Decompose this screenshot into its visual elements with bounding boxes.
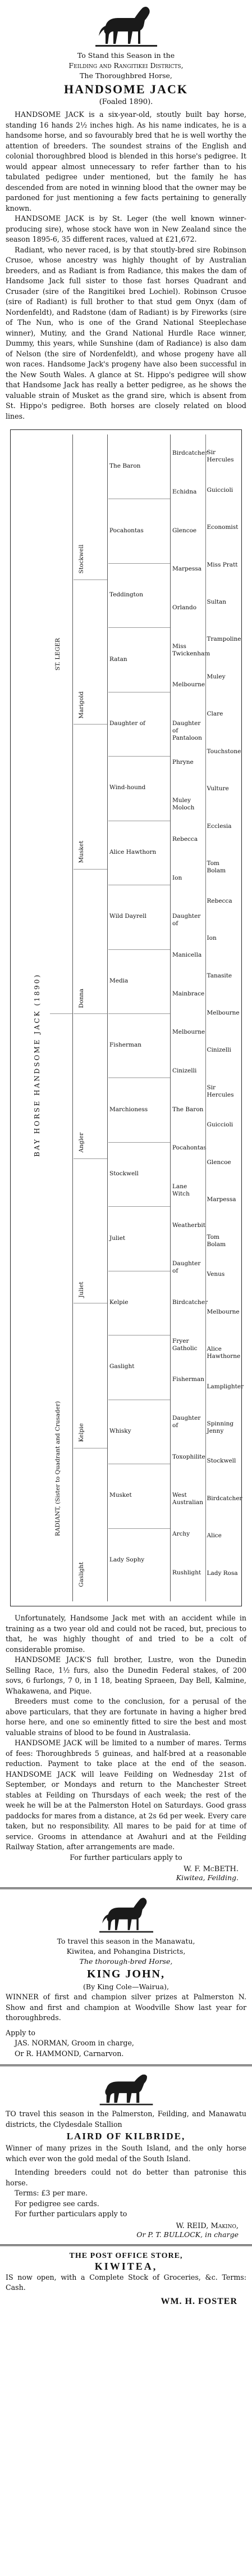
apply-line: Apply to: [6, 2028, 36, 2037]
pedigree-entry: Venus: [207, 1271, 225, 1278]
intro-line: Kiwitea, and Pohangina Districts,: [66, 1947, 186, 1955]
pedigree-entry: Musket: [109, 1492, 132, 1499]
pedigree-entry: Melbourne: [207, 1009, 240, 1016]
pedigree-entry: Weatherbit: [172, 1221, 205, 1229]
pedigree-col-1: [50, 434, 73, 1601]
horse-name-heading: HANDSOME JACK: [64, 82, 188, 96]
laird-line: Intending breeders could not do better than patronise this horse.: [6, 2168, 246, 2187]
pedigree-entry: Guiccioli: [207, 1121, 233, 1129]
body-paragraph: Radiant, who never raced, is by that stoutly-bred sire Robinson Crusoe, whose ancestry was highly thought of by Australian breeders, and as Radiant is from Radiance, this makes the dam of Handsome Jack full sister to those fast horses Quadrant and Crusader (sire of the Rangitikei bred Lochiel). Robinson Crusoe (sire of Radiant) is full brother to that stud gem Onyx (dam of Nordenfeldt), and Radstone (dam of Radiant) is by Fireworks (sire of The Nun, who is one of the Grand National Steeplechase winner), Mutiny, and the Grand National Hurdle Race winner, Dummy, this years, while Sunshine (dam of Radiance) is also dam of Nelson (the sire of Nordenfeldt), and whose progeny have all won races. Handsome Jack's progeny have also been successful in the New South Wales. A glance at St. Hippo's pedigree will show that Handsome Jack has really a better pedigree, as he shows the valuable strain of Musket as the grand sire, which is absent from St. Hippo's pedigree. Both horses are closely related on blood lines.: [6, 245, 246, 420]
column-divider: [0, 1887, 252, 1889]
pedigree-entry: Kelpie: [109, 1299, 129, 1306]
pedigree-entry: Toxophilite: [172, 1453, 205, 1460]
pedigree-rule: [74, 1013, 107, 1014]
pedigree-entry: Archy: [172, 1531, 190, 1537]
pedigree-entry: Media: [109, 977, 129, 984]
store-title: THE POST OFFICE STORE,: [69, 2251, 183, 2260]
pedigree-entry: Lady Sophy: [109, 1556, 145, 1563]
store-place: KIWITEA,: [94, 2260, 158, 2272]
pedigree-rule: [74, 869, 107, 870]
pedigree-entry: Miss Pratt: [207, 561, 238, 568]
store-text: IS now open, with a Complete Stock of Groceries, &c. Terms: Cash.: [6, 2272, 246, 2292]
pedigree-col-4b: [205, 434, 244, 1601]
pedigree-entry: Melbourne: [172, 681, 205, 689]
pedigree-entry: Melbourne: [172, 1029, 205, 1036]
column-divider: [0, 2244, 252, 2246]
pedigree-entry: Ion: [172, 874, 182, 881]
pedigree-entry: Fisherman: [172, 1376, 205, 1383]
horse-parentage: (By King Cole—Wairua),: [83, 1982, 169, 1991]
laird-line: Terms: £3 per mare.: [15, 2189, 88, 2197]
pedigree-entry: Guiccioli: [207, 486, 233, 494]
pedigree-rule: [108, 627, 170, 628]
horse-name-heading: LAIRD OF KILBRIDE,: [66, 2131, 186, 2142]
pedigree-rule: [108, 756, 170, 757]
pedigree-entry: Donna: [78, 988, 85, 1008]
pedigree-entry: Trampoline: [207, 636, 241, 643]
pedigree-entry: Gaslight: [78, 1561, 85, 1587]
laird-line: For pedigree see cards.: [15, 2199, 99, 2208]
pedigree-entry: Daughter of: [109, 720, 145, 727]
pedigree-entry: Pocahontas: [172, 1144, 207, 1152]
king-john-advert: [0, 1895, 252, 2059]
pedigree-entry: Sir Hercules: [207, 449, 234, 464]
pedigree-entry: Marpessa: [207, 1196, 236, 1203]
apply-line: JAS. NORMAN, Groom in charge,: [15, 2039, 134, 2047]
body-paragraph: Winner of many prizes in the South Island, and the only horse which ever won the gold medal of the South Island.: [6, 2144, 246, 2163]
pedigree-entry: Glencoe: [172, 527, 197, 534]
pedigree-sire-label: ST. LEGER: [54, 638, 61, 671]
advertiser-signature: Or P. T. BULLOCK, in charge: [136, 2230, 239, 2239]
pedigree-entry: Rebecca: [172, 836, 198, 843]
draught-horse-illustration-icon: [99, 2072, 153, 2107]
pedigree-entry: Daughter of: [172, 1260, 201, 1275]
apply-line: Or R. HAMMOND, Carnarvon.: [15, 2049, 124, 2058]
pedigree-col-4a: [171, 434, 210, 1601]
pedigree-entry: Touchstone: [207, 748, 241, 755]
pedigree-rule: [108, 1142, 170, 1143]
pedigree-entry: Kelpie: [78, 1423, 85, 1442]
pedigree-entry: Cinizelli: [172, 1067, 197, 1074]
post-office-advert: [0, 2252, 252, 2307]
body-paragraph: HANDSOME JACK'S full brother, Lustre, won the Dunedin Selling Race, 1½ furs, also the Dunedin Federal stakes, of 200 sovs, 6 furlongs, 7 0, in 1 18, beating Spraeen, Day Bell, Kalmine, Whakawena, and Pique.: [6, 1655, 246, 1695]
pedigree-entry: Melbourne: [207, 1308, 240, 1315]
horse-illustration-icon: [95, 3, 157, 48]
pedigree-entry: Birdcatcher: [172, 450, 208, 457]
pedigree-entry: Spinning Jenny: [207, 1420, 234, 1434]
intro-line: To Stand this Season in the: [77, 51, 175, 60]
pedigree-entry: Ion: [207, 935, 217, 942]
body-paragraph: HANDSOME JACK is by St. Leger (the well known winner-producing sire), whose stock have won in New Zealand since the season 1895-6, 35 different races, valued at £21,672.: [6, 214, 246, 243]
advertiser-signature: W. F. McBETH.: [184, 1865, 239, 1873]
body-paragraph: Unfortunately, Handsome Jack met with an accident while in training as a two year old and could not be raced, but, precious to that, he was highly thought of and tried to be a colt of considerable promise.: [6, 1614, 246, 1654]
intro-line: The Thoroughbred Horse,: [80, 71, 172, 80]
pedigree-entry: Tanasite: [207, 972, 232, 979]
pedigree-entry: Lamplighter: [207, 1383, 244, 1390]
pedigree-entry: Sir Hercules: [207, 1084, 234, 1098]
pedigree-entry: Fisherman: [109, 1042, 142, 1049]
body-paragraph: TO travel this season in the Palmerston, Feilding, and Manawatu districts, the Clydesdale Stallion: [6, 2109, 246, 2129]
pedigree-entry: Alice Hawthorne: [207, 1346, 241, 1360]
pedigree-entry: Stockwell: [78, 544, 85, 574]
pedigree-entry: Birdcatcher: [207, 1495, 242, 1502]
pedigree-entry: Pocahontas: [109, 527, 144, 534]
pedigree-entry: Angler: [78, 1132, 85, 1153]
pedigree-entry: Manicella: [172, 952, 202, 958]
pedigree-rule: [74, 724, 107, 725]
foaled-year: (Foaled 1890).: [99, 98, 153, 106]
advertiser-signature: W. REID, Makino,: [176, 2221, 239, 2230]
laird-line: For further particulars apply to: [15, 2210, 127, 2218]
intro-line: Feilding and Rangitikei Districts,: [68, 61, 184, 70]
pedigree-entry: Gaslight: [109, 1363, 135, 1370]
pedigree-entry: Echidna: [172, 488, 197, 495]
pedigree-entry: Clare: [207, 710, 223, 718]
laird-advert: [0, 2072, 252, 2239]
pedigree-entry: Marchioness: [109, 1106, 148, 1113]
pedigree-entry: Marigold: [78, 691, 85, 718]
pedigree-entry: Juliet: [78, 1281, 85, 1297]
pedigree-rule: [108, 1528, 170, 1529]
pedigree-rule: [108, 949, 170, 950]
intro-line: The thorough-bred Horse,: [79, 1957, 173, 1966]
pedigree-entry: Daughter of Pantaloon: [172, 720, 202, 741]
pedigree-entry: Alice: [207, 1532, 222, 1540]
pedigree-entry: Teddington: [109, 591, 143, 599]
pedigree-rule: [74, 1158, 107, 1159]
pedigree-entry: Lady Rosa: [207, 1569, 238, 1577]
pedigree-rule: [108, 563, 170, 564]
pedigree-entry: Vulture: [207, 785, 229, 793]
pedigree-entry: Orlando: [172, 604, 197, 611]
pedigree-entry: West Australian: [172, 1492, 203, 1506]
pedigree-entry: Rebecca: [207, 897, 232, 904]
further-particulars: For further particulars apply to: [70, 1853, 182, 1862]
horse-illustration-icon: [99, 1895, 153, 1934]
pedigree-entry: Wild Dayrell: [109, 913, 146, 920]
pedigree-columns: [50, 434, 244, 1601]
pedigree-entry: Stockwell: [109, 1170, 139, 1178]
handsome-jack-advert: [0, 3, 252, 1882]
pedigree-entry: Ratan: [109, 655, 127, 663]
pedigree-entry: Mainbrace: [172, 990, 205, 997]
advertiser-address: Kiwitea, Feilding.: [176, 1873, 239, 1882]
pedigree-entry: The Baron: [109, 463, 141, 470]
pedigree-entry: Sultan: [207, 599, 227, 606]
pedigree-entry: The Baron: [172, 1106, 204, 1113]
pedigree-col-2: [74, 434, 108, 1601]
pedigree-entry: Tom Bolam: [207, 1233, 226, 1248]
pedigree-entry: Muley: [207, 673, 226, 680]
pedigree-entry: Fryer Gatholic: [172, 1337, 198, 1352]
horse-name-heading: KING JOHN,: [87, 1968, 165, 1980]
pedigree-entry: Stockwell: [207, 1457, 236, 1465]
pedigree-entry: Lane Witch: [172, 1183, 190, 1197]
body-paragraph: WINNER of first and champion silver prizes at Palmerston N. Show and first and champion at Woodville Show last year for thoroughbreds.: [6, 1993, 246, 2022]
pedigree-entry: Birdcatcher: [172, 1299, 208, 1306]
pedigree-entry: Glencoe: [207, 1158, 231, 1166]
body-paragraph: HANDSOME JACK will be limited to a number of mares. Terms of fees: Thoroughbreds 5 guineas, and half-bred at a reasonable reduction. Payment to take place at the end of the season. HANDSOME JACK will leave Feilding on Wednesday 21st of September, or Mondays and return to the Manchester Street stables at Feilding on Thursdays of each week; the rest of the week he will be at the Palmerston Hotel on Saturdays. Good grass paddocks for mares from a distance, at 2s 6d per week. Every care taken, but no responsibility. All mares to be paid for at time of service. Grooms in attendance at Awahuri and at the Feilding Railway Station, after arrangements are made.: [6, 1739, 246, 1851]
pedigree-entry: Phryne: [172, 758, 194, 766]
pedigree-entry: Muley Moloch: [172, 797, 195, 812]
pedigree-entry: Musket: [78, 840, 85, 863]
column-divider: [0, 2065, 252, 2066]
pedigree-table: [10, 429, 242, 1606]
body-paragraph: HANDSOME JACK is a six-year-old, stoutly built bay horse, standing 16 hands 2½ inches high. As his name indicates, he is a handsome horse, and so favourably bred that he is well worthy the attention of breeders. The soundest strains of the English and colonial thoroughbred blood is blended in this horse's pedigree. It would appear almost unnecessary to refer farther than to his tabulated pedigree under mentioned, but the family he has descended from are noted in winning blood that the owner may be pardoned for just mentioning a few facts pertaining to generally known.: [6, 110, 246, 212]
newspaper-column: [0, 3, 252, 2576]
pedigree-entry: Juliet: [109, 1234, 126, 1242]
pedigree-rule: [108, 1013, 170, 1014]
pedigree-main-label: BAY HORSE HANDSOME JACK (1890): [33, 973, 41, 1157]
pedigree-entry: Economist: [207, 524, 239, 531]
body-paragraph: Breeders must come to the conclusion, for a perusal of the above particulars, that they are fortunate in having a higher bred horse here, and one so eminently fitted to sire the best and most valuable strains of blood to be found in Australasia.: [6, 1697, 246, 1737]
pedigree-entry: Alice Hawthorn: [109, 848, 157, 855]
pedigree-entry: Tom Bolam: [207, 860, 226, 875]
pedigree-entry: Miss Twickenham: [172, 642, 210, 657]
pedigree-entry: Cinizelli: [207, 1047, 231, 1054]
pedigree-entry: Daughter of: [172, 913, 201, 927]
pedigree-entry: Daughter of: [172, 1415, 201, 1429]
pedigree-entry: Whisky: [109, 1427, 131, 1434]
store-proprietor: WM. H. FOSTER: [161, 2296, 237, 2306]
pedigree-rule: [108, 1206, 170, 1207]
pedigree-entry: Wind-hound: [109, 784, 146, 791]
pedigree-col-3: [108, 434, 171, 1601]
pedigree-col-4: [171, 434, 244, 1601]
pedigree-entry: Marpessa: [172, 565, 202, 573]
pedigree-entry: Ecclesia: [207, 822, 232, 830]
pedigree-dam-label: RADIANT, (Sister to Quadrant and Crusader): [54, 1401, 61, 1536]
pedigree-entry: Rushlight: [172, 1569, 201, 1576]
intro-line: To travel this season in the Manawatu,: [57, 1937, 195, 1945]
